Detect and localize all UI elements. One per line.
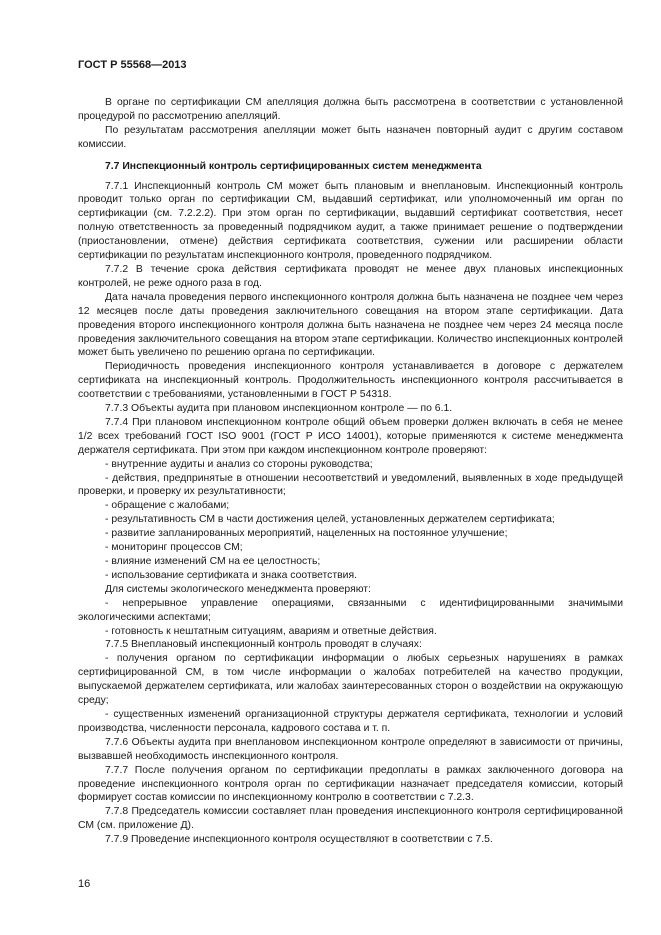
list-item: - обращение с жалобами; xyxy=(105,500,230,512)
section-paragraph: 7.7.2 В течение срока действия сертификата проводят не менее двух плановых инспекционных контролей, не реже одного раза в год. xyxy=(78,263,623,289)
section-paragraph: 7.7.5 Внеплановый инспекционный контроль проводят в случаях: xyxy=(105,639,422,651)
section-heading: 7.7 Инспекционный контроль сертифицированных систем менеджмента xyxy=(105,160,482,172)
document-header: ГОСТ Р 55568—2013 xyxy=(78,59,187,71)
section-paragraph: 7.7.8 Председатель комиссии составляет план проведения инспекционного контроля сертифицированной СМ (см. приложение Д). xyxy=(78,806,623,832)
list-item: - мониторинг процессов СМ; xyxy=(105,542,243,554)
section-paragraphs xyxy=(78,180,623,848)
list-item: - результативность СМ в части достижения целей, установленных держателем сертификата; xyxy=(105,514,555,526)
document-body xyxy=(78,96,623,847)
section-paragraph: 7.7.6 Объекты аудита при внеплановом инспекционном контроле определяют в зависимости от причины, вызвавшей необходимость инспекционного контроля. xyxy=(78,736,623,762)
list-item: - развитие запланированных мероприятий, нацеленных на постоянное улучшение; xyxy=(105,528,508,540)
list-item: - готовность к нештатным ситуациям, авариям и ответные действия. xyxy=(105,625,437,637)
section-paragraph: - существенных изменений организационной структуры держателя сертификата, технологии и условий производства, численности персонала, кадрового состава и т. п. xyxy=(78,708,623,734)
list-item: - влияние изменений СМ на ее целостность; xyxy=(105,556,321,567)
section-paragraph: - действия, предпринятые в отношении несоответствий и уведомлений, выявленных в ходе предыдущей проверки, и проверку их результативности; xyxy=(78,472,623,498)
section-paragraph: 7.7.7 После получения органом по сертификации предоплаты в рамках заключенного договора на проведение инспекционного контроля орган по сертификации назначает председателя комиссии, который формирует состав комиссии по инспекционному контролю в соответствии с 7.2.3. xyxy=(78,764,623,804)
section-paragraph: - непрерывное управление операциями, связанными с идентифицированными значимыми экологическими аспектами; xyxy=(78,597,623,623)
section-paragraph: 7.7.9 Проведение инспекционного контроля осуществляют в соответствии с 7.5. xyxy=(105,834,493,846)
section-paragraph: 7.7.1 Инспекционный контроль СМ может быть плановым и внеплановым. Инспекционный контроль проводит только орган по сертификации СМ, выдавший сертификат, или уполномоченный им орган по сертификации (см. 7.2.2.2). При этом орган по сертификации, выдавший сертификат соответствия, несет полную ответственность за проведенный подрядчиком аудит, а также принимает решение о подтверждении (приостановлении, отмене) действия сертификата соответствия, сужении или расширении области сертификации по результатам инспекционного контроля, проведенного подрядчиком. xyxy=(78,180,623,262)
section-paragraph: Дата начала проведения первого инспекционного контроля должна быть назначена не позднее чем через 12 месяцев после даты проведения заключительного совещания на втором этапе сертификации. Дата проведения второго инспекционного контроля должна быть назначена не позднее чем через 24 месяца после проведения заключительного совещания на втором этапе сертификации. Количество инспекционных контролей может быть увеличено по решению органа по сертификации. xyxy=(78,291,623,359)
list-item: - внутренние аудиты и анализ со стороны руководства; xyxy=(105,458,373,470)
section-paragraph: Периодичность проведения инспекционного контроля устанавливается в договоре с держателем сертификата на инспекционный контроль. Продолжительность инспекционного контроля рассчитывается в соответствии с требованиями, установленными в ГОСТ Р 54318. xyxy=(78,361,623,401)
intro-paragraph: По результатам рассмотрения апелляции может быть назначен повторный аудит с другим составом комиссии. xyxy=(78,124,623,150)
section-paragraph: - получения органом по сертификации информации о любых серьезных нарушениях в рамках сертифицированной СМ, в том числе информации о жалобах потребителей на качество продукции, выпускаемой держателем сертификата, или жалобах заинтересованных сторон о воздействии на окружающую среду; xyxy=(78,653,623,707)
section-paragraph: Для системы экологического менеджмента проверяют: xyxy=(105,583,371,595)
page-number: 16 xyxy=(78,878,91,890)
intro-paragraph: В органе по сертификации СМ апелляция должна быть рассмотрена в соответствии с установленной процедурой по рассмотрению апелляций. xyxy=(78,97,623,122)
list-item: - использование сертификата и знака соответствия. xyxy=(105,569,357,581)
section-paragraph: 7.7.3 Объекты аудита при плановом инспекционном контроле — по 6.1. xyxy=(105,403,453,415)
section-paragraph: 7.7.4 При плановом инспекционном контроле общий объем проверки должен включать в себя не менее 1/2 всех требований ГОСТ ISO 9001 (ГОСТ Р ИСО 14001), которые применяются к системе менеджмента держателя сертификата. При этом при каждом инспекционном контроле проверяют: xyxy=(78,416,623,456)
intro-block xyxy=(78,96,623,152)
